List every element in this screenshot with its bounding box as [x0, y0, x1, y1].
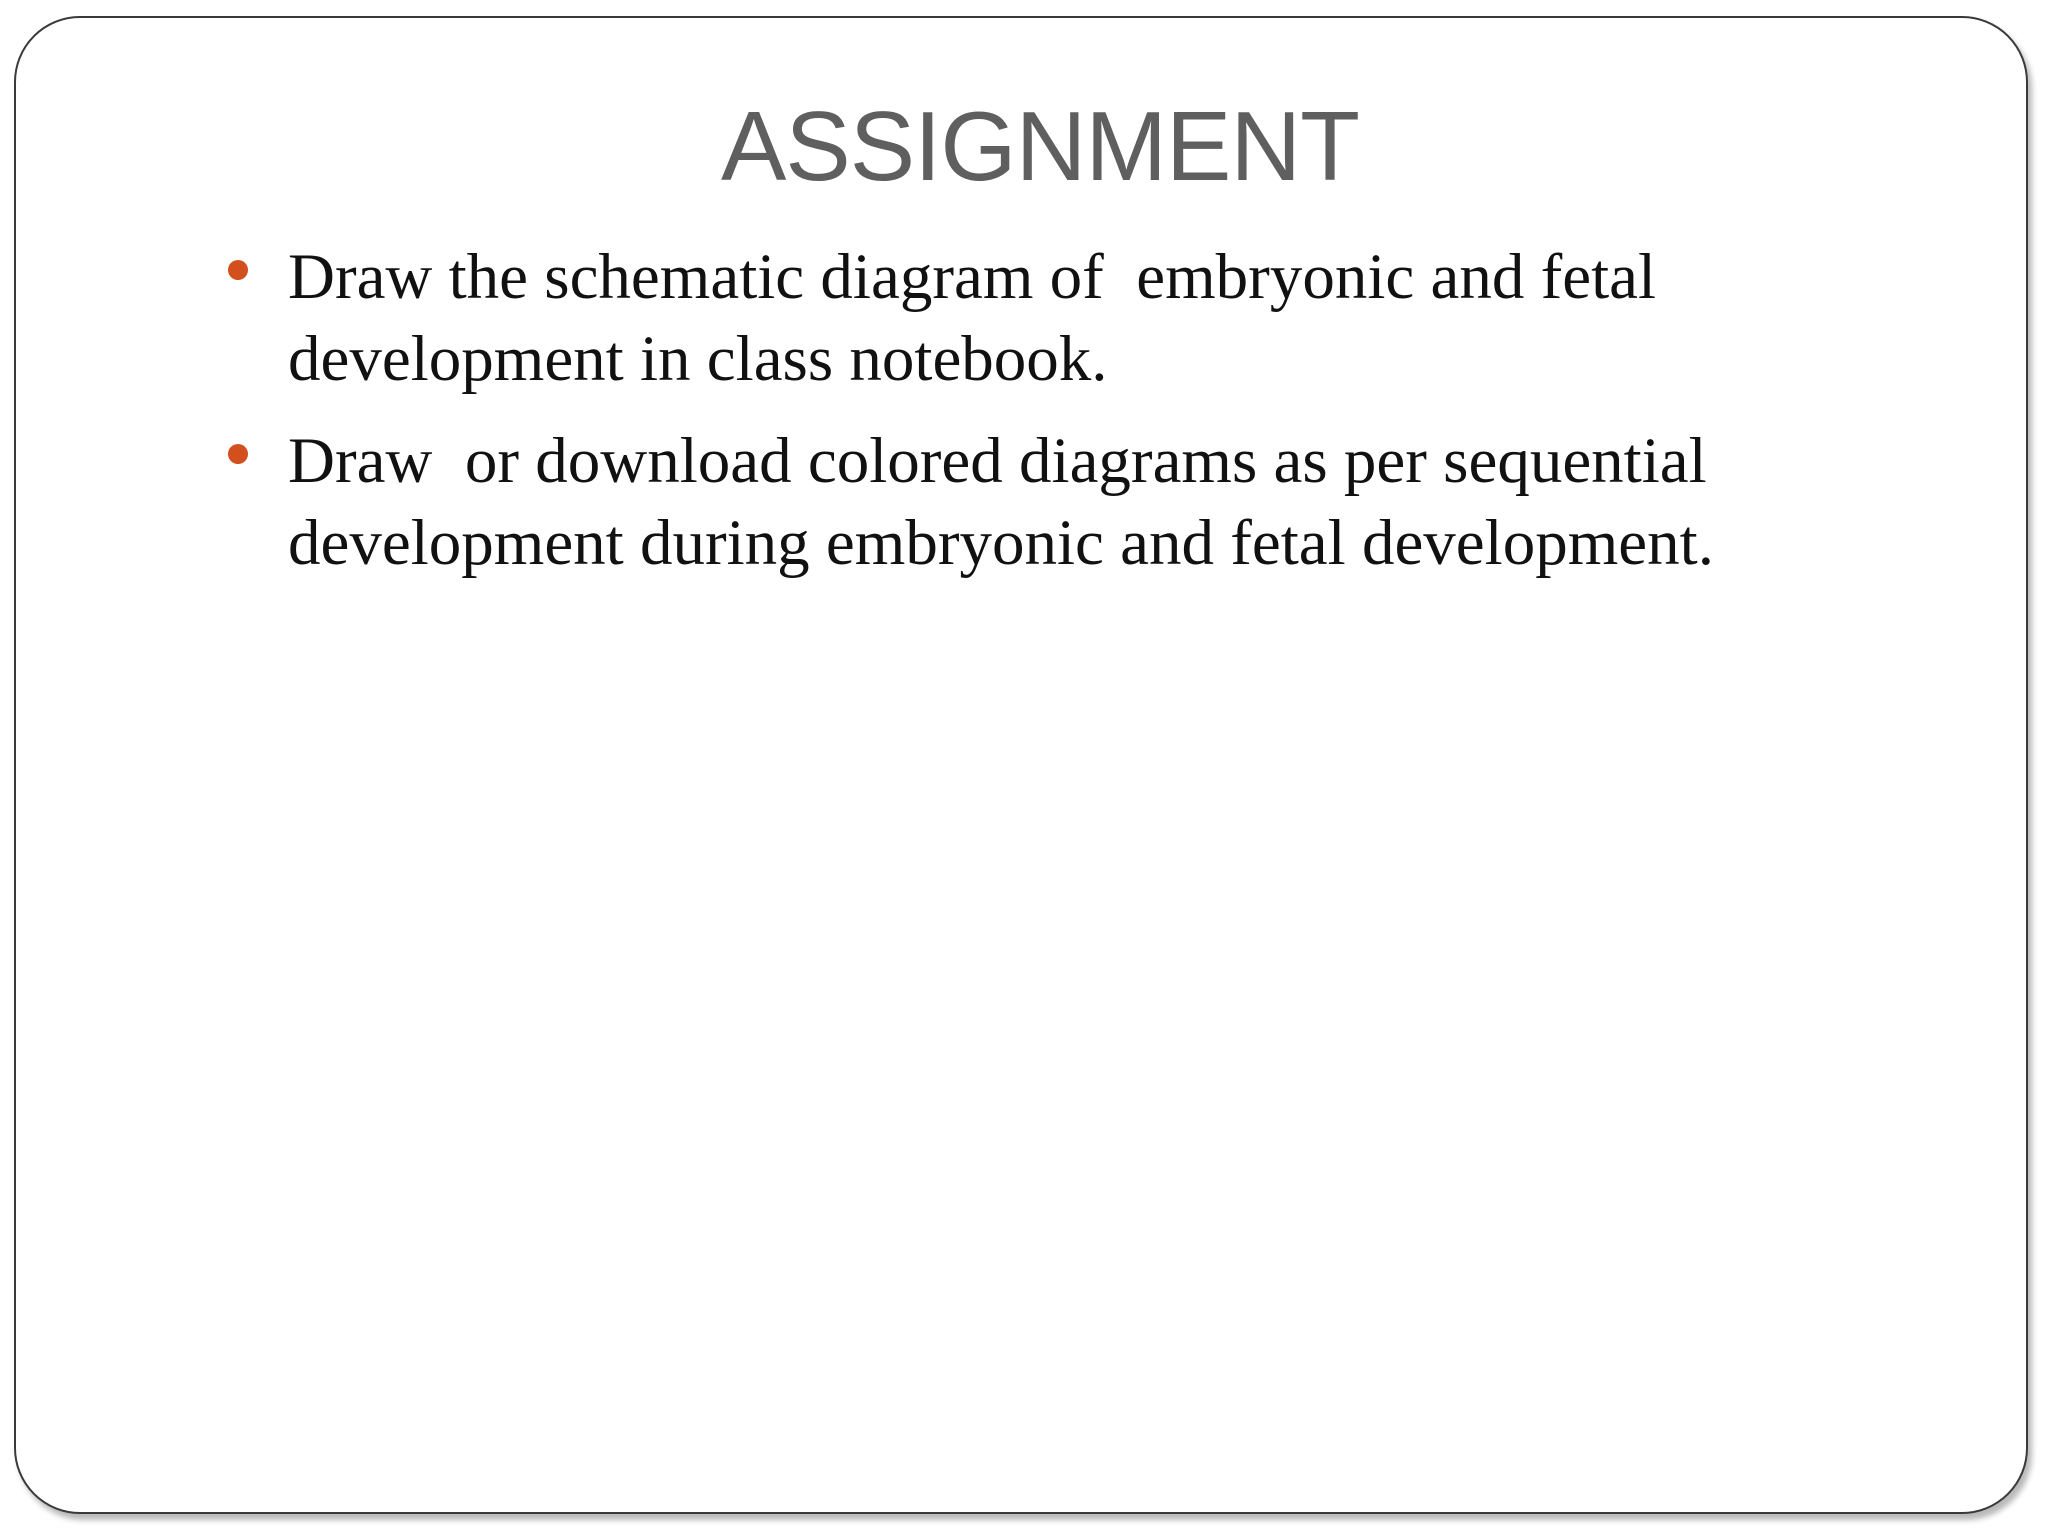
bullet-list — [228, 236, 1848, 604]
bullet-dot-icon — [228, 444, 248, 464]
bullet-item — [228, 236, 1848, 400]
slide-title: ASSIGNMENT — [721, 91, 1359, 201]
bullet-dot-icon — [228, 260, 248, 280]
bullet-text: Draw the schematic diagram of embryonic and fetal development in class notebook. — [288, 241, 1673, 395]
bullet-text: Draw or download colored diagrams as per sequential development during embryonic and fetal development. — [288, 425, 1723, 579]
bullet-item — [228, 420, 1848, 584]
